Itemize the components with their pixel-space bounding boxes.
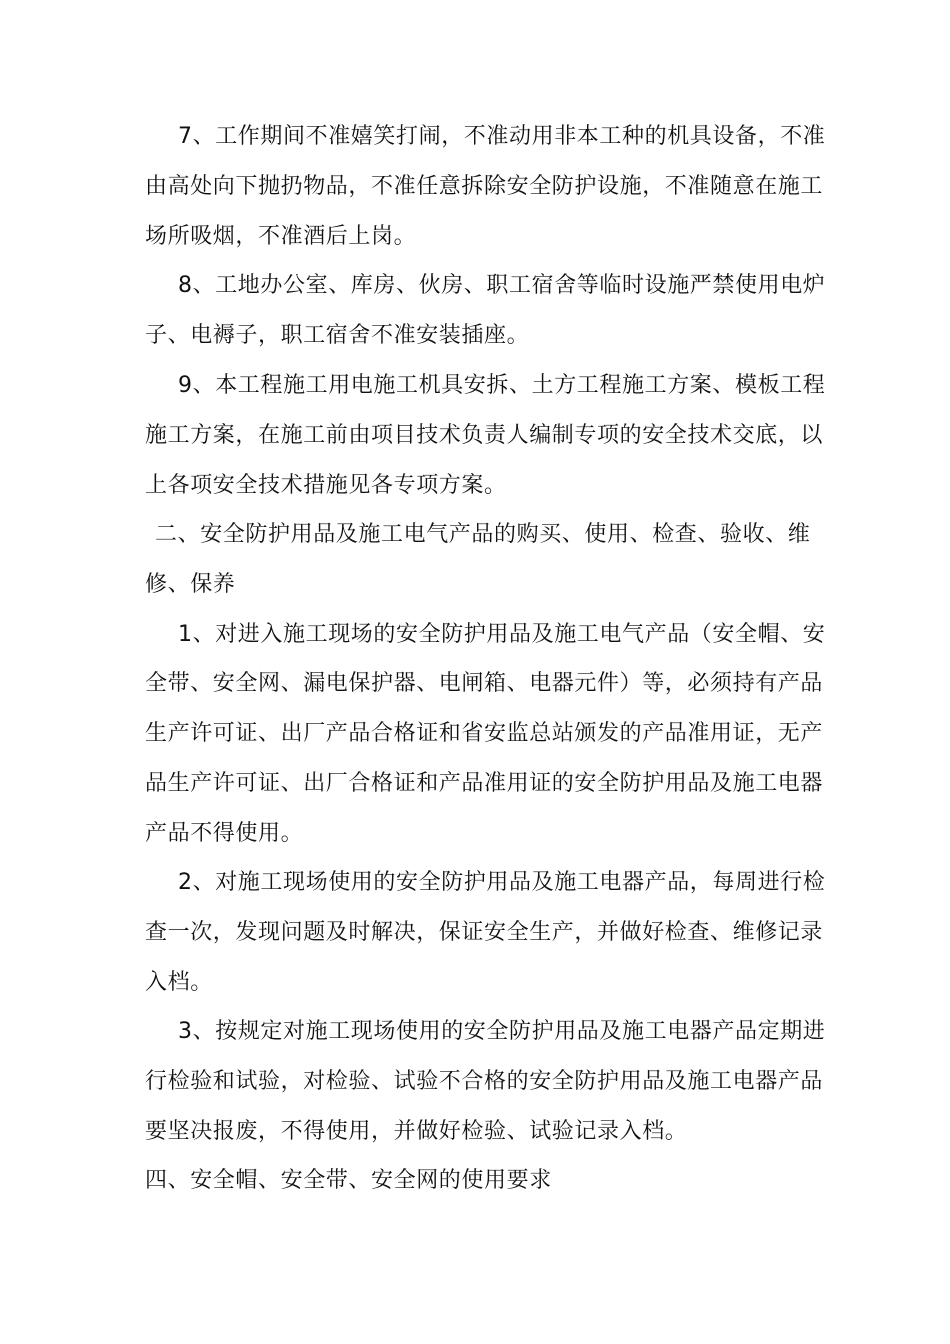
section-2-item-1-line-3: 生产许可证、出厂产品合格证和省安监总站颁发的产品准用证，无产	[145, 721, 824, 746]
section-2-heading-line-2: 修、保养	[145, 572, 236, 597]
section-2-item-1-line-2: 全带、安全网、漏电保护器、电闸箱、电器元件）等，必须持有产品	[145, 671, 824, 696]
item-8-line-2: 子、电褥子，职工宿舍不准安装插座。	[145, 323, 530, 348]
section-2-item-1-line-4: 品生产许可证、出厂合格证和产品准用证的安全防护用品及施工电器	[145, 771, 824, 796]
section-2-item-3-line-2: 行检验和试验，对检验、试验不合格的安全防护用品及施工电器产品	[145, 1069, 824, 1094]
item-8-line-1: 8、工地办公室、库房、伙房、职工宿舍等临时设施严禁使用电炉	[178, 273, 826, 298]
section-2-item-3-line-1: 3、按规定对施工现场使用的安全防护用品及施工电器产品定期进	[178, 1019, 826, 1044]
item-7-line-2: 由高处向下抛扔物品，不准任意拆除安全防护设施，不准随意在施工	[145, 174, 824, 199]
section-2-item-1-line-5: 产品不得使用。	[145, 821, 304, 846]
item-9-line-2: 施工方案，在施工前由项目技术负责人编制专项的安全技术交底，以	[145, 423, 824, 448]
section-2-item-3-line-3: 要坚决报废，不得使用，并做好检验、试验记录入档。	[145, 1119, 688, 1144]
item-9-line-3: 上各项安全技术措施见各专项方案。	[145, 473, 507, 498]
item-7-line-3: 场所吸烟，不准酒后上岗。	[145, 224, 417, 249]
section-2-heading-line-1: 二、安全防护用品及施工电气产品的购买、使用、检查、验收、维	[155, 522, 811, 547]
item-9-line-1: 9、本工程施工用电施工机具安拆、土方工程施工方案、模板工程	[178, 373, 826, 398]
item-7-line-1: 7、工作期间不准嬉笑打闹，不准动用非本工种的机具设备，不准	[178, 124, 826, 149]
section-4-heading: 四、安全帽、安全带、安全网的使用要求	[145, 1168, 552, 1193]
section-2-item-2-line-3: 入档。	[145, 970, 213, 995]
section-2-item-2-line-2: 查一次，发现问题及时解决，保证安全生产，并做好检查、维修记录	[145, 920, 824, 945]
section-2-item-1-line-1: 1、对进入施工现场的安全防护用品及施工电气产品（安全帽、安	[178, 622, 826, 647]
section-2-item-2-line-1: 2、对施工现场使用的安全防护用品及施工电器产品，每周进行检	[178, 870, 826, 895]
